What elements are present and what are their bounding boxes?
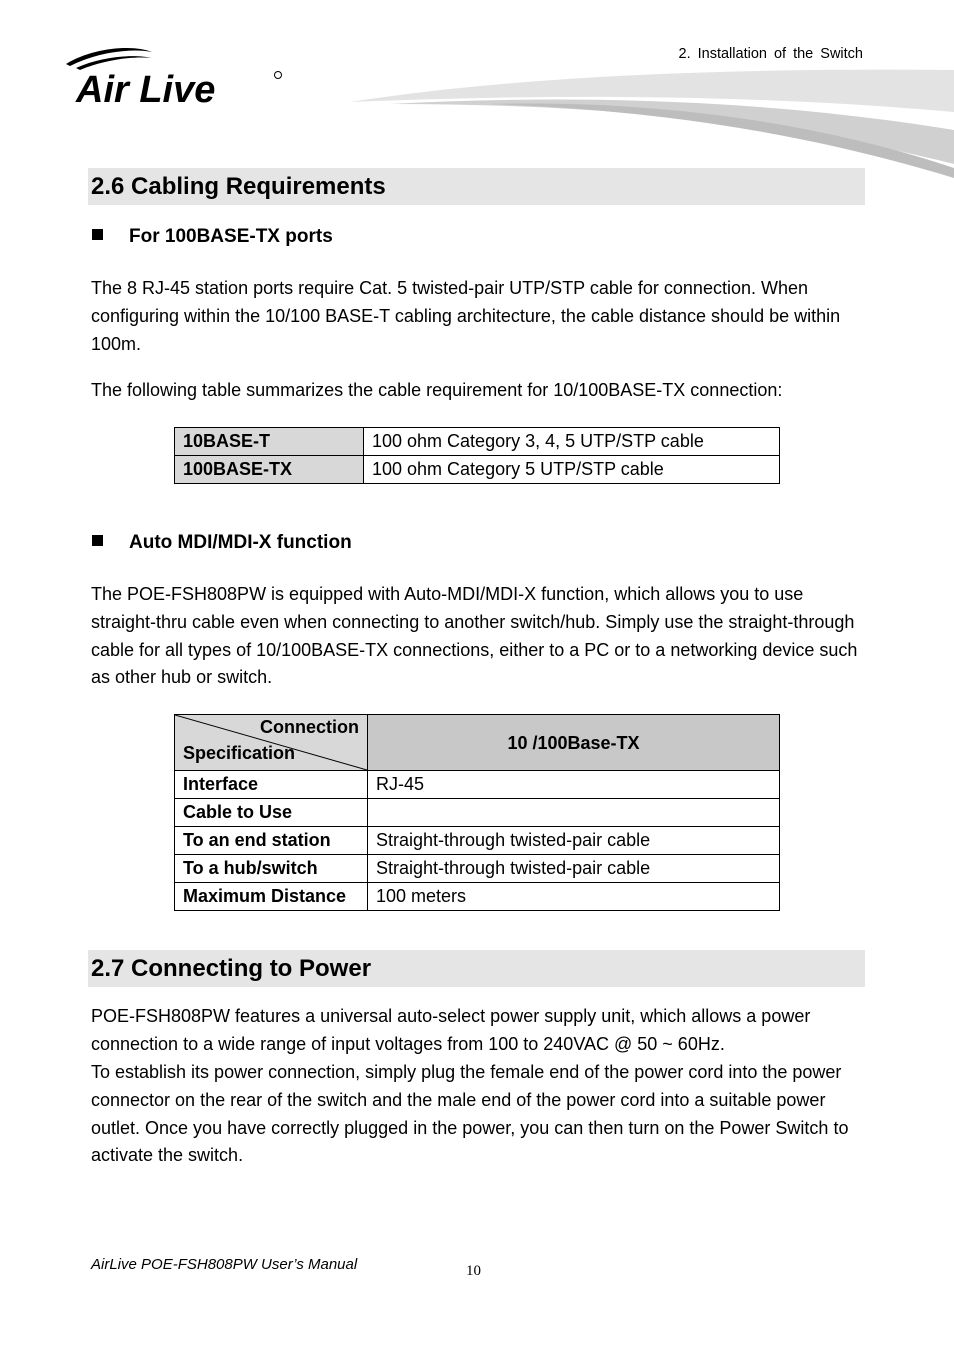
table-value-cell: Straight-through twisted-pair cable	[368, 855, 780, 883]
paragraph-auto-mdi: The POE-FSH808PW is equipped with Auto-MDI/MDI-X function, which allows you to use straight-thru cable even when connecting to another switch/hub. Simply use the straight-through cable for all types of 10/100BASE-TX connections, either to a PC or to a networking device such as other hub or switch.	[91, 584, 858, 688]
table-key-cell: 10BASE-T	[175, 428, 364, 456]
subheading-auto-mdi	[92, 531, 352, 555]
paragraph-cat5: The 8 RJ-45 station ports require Cat. 5 twisted-pair UTP/STP cable for connection. When configuring within the 10/100 BASE-T cabling architecture, the cable distance should be within 100m.	[91, 278, 841, 354]
section-heading-cabling: 2.6 Cabling Requirements	[88, 168, 865, 205]
table-row	[175, 883, 780, 911]
paragraph-power-supply: POE-FSH808PW features a universal auto-select power supply unit, which allows a power connection to a wide range of input voltages from 100 to 240VAC @ 50 ~ 60Hz.	[91, 1006, 811, 1054]
header-specification-label: Specification	[183, 743, 296, 763]
table-key-cell: Maximum Distance	[175, 883, 368, 911]
table-key-cell: To an end station	[175, 827, 368, 855]
running-header: 2. Installation of the Switch	[678, 46, 863, 62]
paragraph-power-connection: To establish its power connection, simply plug the female end of the power cord into the power connector on the rear of the switch and the male end of the power cord into a suitable power outlet. Once you have correctly plugged in the power, you can then turn on the Power Switch to activate the switch.	[91, 1062, 849, 1166]
table-key-cell: Interface	[175, 771, 368, 799]
section-heading-power: 2.7 Connecting to Power	[88, 950, 865, 987]
table-row	[175, 827, 780, 855]
table-value-cell: 100 ohm Category 3, 4, 5 UTP/STP cable	[364, 428, 780, 456]
table-row	[175, 855, 780, 883]
bullet-square-icon	[92, 535, 103, 546]
table-row	[175, 456, 780, 484]
table-row	[175, 771, 780, 799]
table-value-cell: 100 meters	[368, 883, 780, 911]
diagonal-header-cell	[175, 715, 368, 771]
table-value-cell: 100 ohm Category 5 UTP/STP cable	[364, 456, 780, 484]
bullet-square-icon	[92, 229, 103, 240]
table-value-cell: RJ-45	[368, 771, 780, 799]
table-key-cell: 100BASE-TX	[175, 456, 364, 484]
paragraph-table-intro: The following table summarizes the cable requirement for 10/100BASE-TX connection:	[91, 380, 783, 400]
header-column-cell: 10 /100Base-TX	[368, 715, 780, 771]
airlive-logo	[62, 42, 292, 108]
header-swoosh	[330, 60, 954, 180]
table-header-row	[175, 715, 780, 771]
table-value-cell	[368, 799, 780, 827]
footer-manual-title: AirLive POE-FSH808PW User’s Manual	[91, 1256, 358, 1273]
svg-text:Air Live: Air Live	[76, 69, 216, 108]
table-key-cell: To a hub/switch	[175, 855, 368, 883]
subheading-text: For 100BASE-TX ports	[129, 226, 333, 247]
table-row	[175, 799, 780, 827]
table-value-cell: Straight-through twisted-pair cable	[368, 827, 780, 855]
subheading-100base-tx	[92, 225, 333, 249]
connection-spec-table	[174, 714, 780, 911]
table-key-cell: Cable to Use	[175, 799, 368, 827]
header-connection-label: Connection	[260, 717, 359, 737]
page-number: 10	[466, 1263, 481, 1279]
subheading-text: Auto MDI/MDI-X function	[129, 532, 352, 553]
table-row	[175, 428, 780, 456]
cable-requirement-table	[174, 427, 780, 484]
